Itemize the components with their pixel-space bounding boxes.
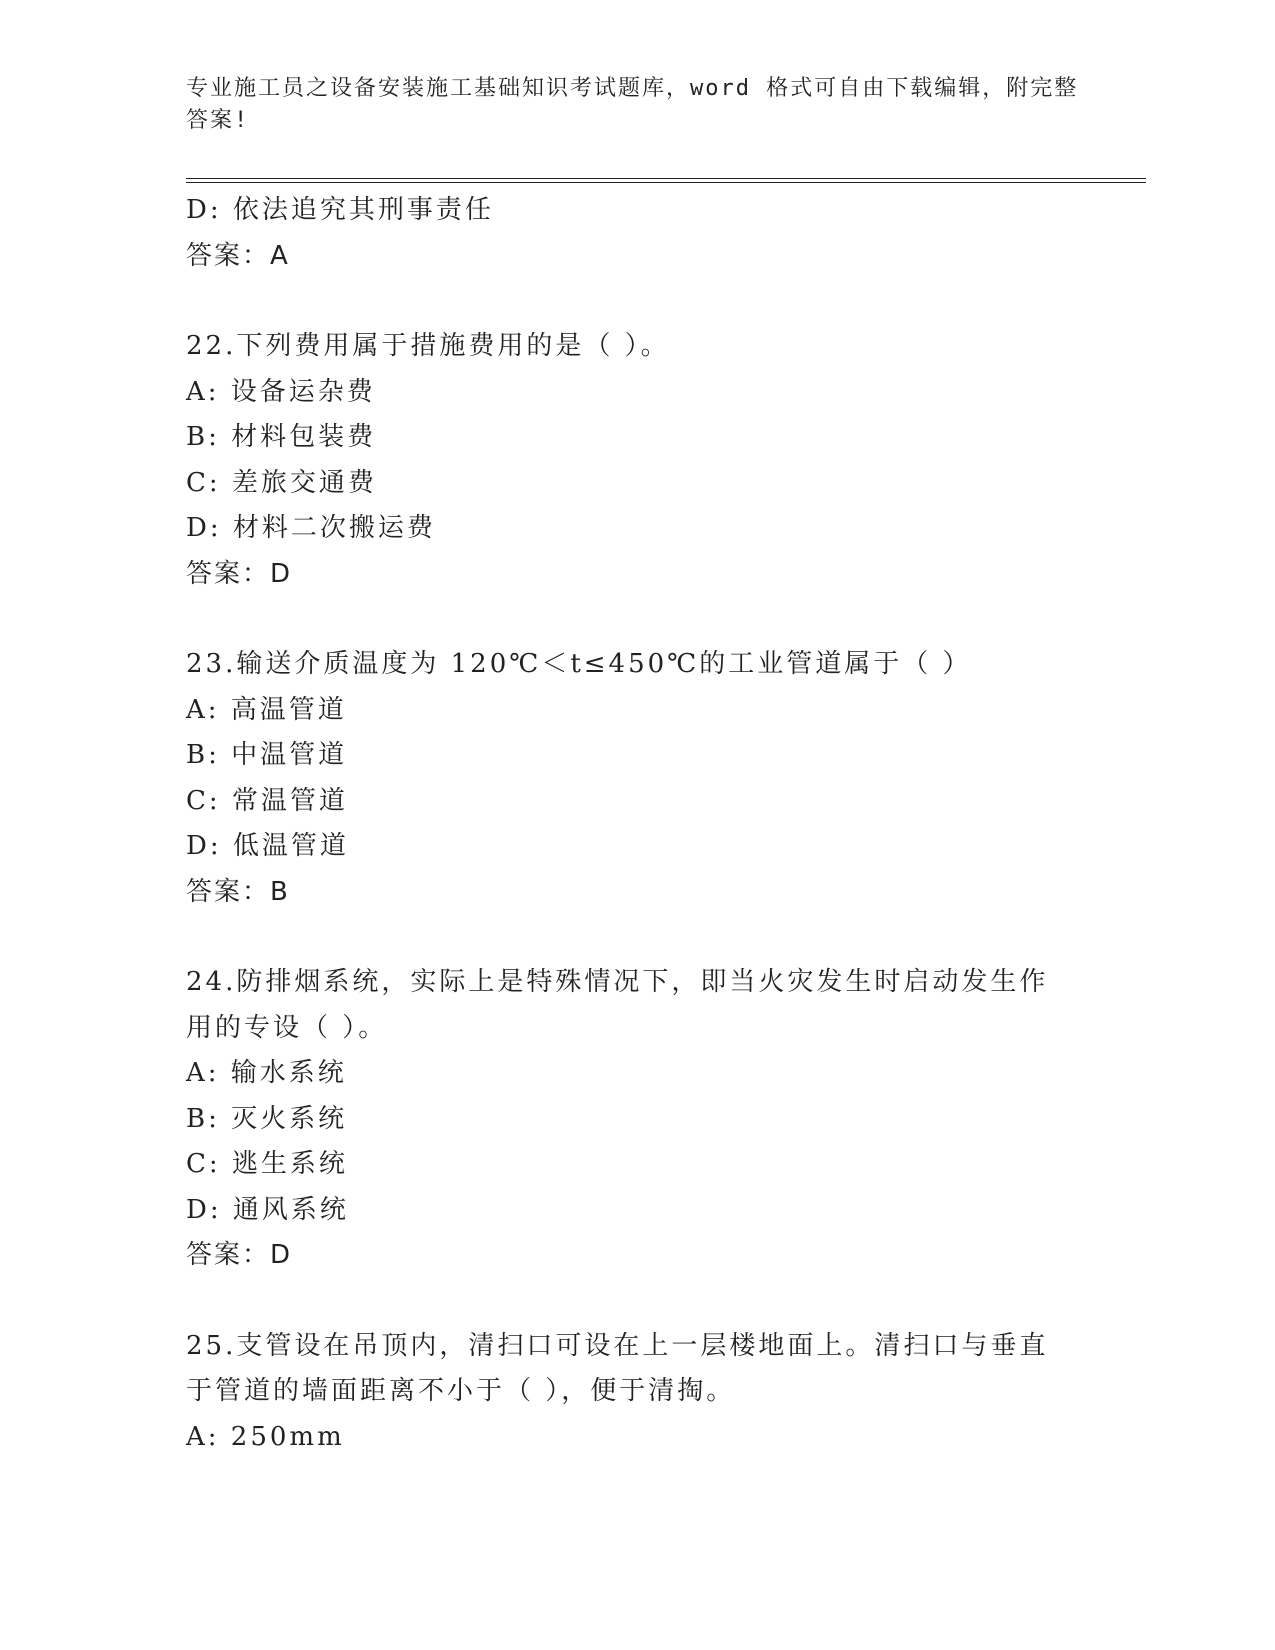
question-25-option-a: A: 250mm bbox=[186, 1421, 345, 1452]
question-23-option-d: D: 低温管道 bbox=[186, 831, 349, 861]
spacer bbox=[186, 915, 1146, 960]
question-25-stem: 25.支管设在吊顶内，清扫口可设在上一层楼地面上。清扫口与垂直于管道的墙面距离不小于（ ），便于清掏。 bbox=[186, 1330, 1049, 1406]
question-23-option-b: B: 中温管道 bbox=[186, 740, 348, 770]
question-22-option-a: A: 设备运杂费 bbox=[186, 376, 376, 407]
question-24-answer: 答案：D bbox=[186, 1240, 293, 1270]
spacer bbox=[186, 597, 1146, 642]
question-24-option-d: D: 通风系统 bbox=[186, 1194, 349, 1225]
question-22-option-b: B: 材料包装费 bbox=[186, 422, 377, 452]
question-23-stem: 23.输送介质温度为 120℃＜t≤450℃的工业管道属于（ ） bbox=[186, 649, 972, 679]
question-22-answer: 答案：D bbox=[186, 558, 293, 589]
question-22-option-d: D: 材料二次搬运费 bbox=[186, 513, 436, 543]
spacer bbox=[186, 1279, 1146, 1324]
question-22-stem: 22.下列费用属于措施费用的是（ ）。 bbox=[186, 331, 670, 361]
question-24-option-a: A: 输水系统 bbox=[186, 1058, 347, 1088]
prev-option-d: D: 依法追究其刑事责任 bbox=[186, 195, 494, 225]
header-divider bbox=[186, 178, 1146, 183]
question-24-stem: 24.防排烟系统，实际上是特殊情况下，即当火灾发生时启动发生作用的专设（ ）。 bbox=[186, 967, 1049, 1043]
question-list bbox=[186, 188, 1146, 1460]
document-header: 专业施工员之设备安装施工基础知识考试题库，word 格式可自由下载编辑，附完整答案! bbox=[186, 76, 1079, 133]
spacer bbox=[186, 279, 1146, 324]
question-24-option-c: C: 逃生系统 bbox=[186, 1149, 348, 1179]
question-24-option-b: B: 灭火系统 bbox=[186, 1103, 348, 1134]
document-page bbox=[186, 0, 1146, 1650]
question-23-option-c: C: 常温管道 bbox=[186, 785, 348, 816]
question-23-answer: 答案：B bbox=[186, 876, 290, 907]
question-22-option-c: C: 差旅交通费 bbox=[186, 467, 377, 498]
question-23-option-a: A: 高温管道 bbox=[186, 694, 347, 725]
prev-answer: 答案：A bbox=[186, 240, 290, 271]
